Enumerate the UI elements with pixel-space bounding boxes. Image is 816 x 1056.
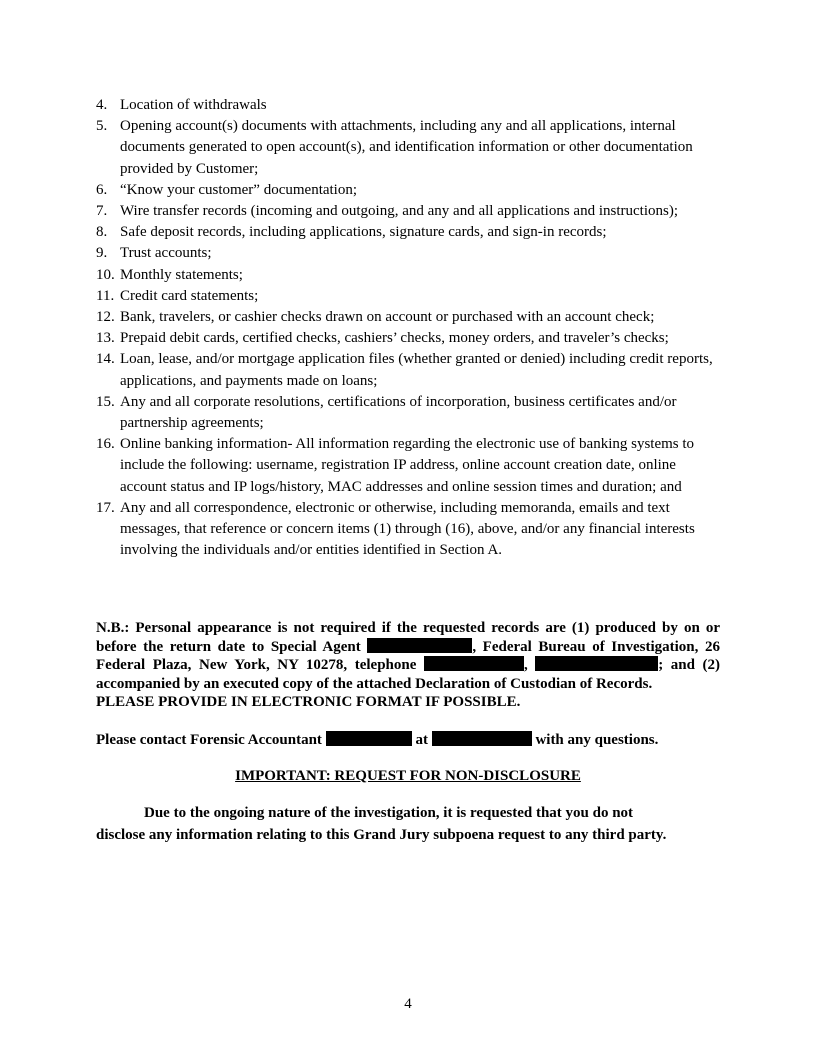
list-item-text: Safe deposit records, including applications, signature cards, and sign-in records; [120, 224, 607, 241]
list-item [96, 116, 726, 180]
redacted-telephone [424, 656, 524, 671]
redacted-agent-name [367, 638, 472, 653]
list-item-text: Credit card statements; [120, 287, 259, 304]
contact-text-1: Please contact Forensic Accountant [96, 732, 326, 748]
list-item-number: 8. [96, 224, 108, 241]
list-item-text: Any and all correspondence, electronic or otherwise, including memoranda, emails and text messages, that reference or concern items (1) through (16), above, and/or any financial interests involving the individuals and/or entities identified in Section A. [120, 499, 695, 559]
list-item-number: 13. [96, 330, 115, 347]
list-item-text: Any and all corporate resolutions, certifications of incorporation, business certificates and/or partnership agreements; [120, 393, 677, 432]
redacted-accountant-name [326, 731, 412, 746]
contact-line [96, 731, 720, 750]
list-item-text: Trust accounts; [120, 245, 212, 262]
list-item-number: 9. [96, 245, 108, 262]
redacted-accountant-contact [432, 731, 532, 746]
list-item-number: 12. [96, 309, 115, 326]
list-item [96, 243, 726, 264]
nb-text-4: ; and (2) accompanied by an executed copy of the attached Declaration of Custodian of Records. [96, 657, 721, 692]
nb-text-1: N.B.: Personal appearance is not required if the requested records are (1) produced by on or before the return date to Special Agent [96, 620, 720, 655]
list-item [96, 201, 726, 222]
list-item-number: 16. [96, 436, 115, 453]
non-disclosure-heading: IMPORTANT: REQUEST FOR NON-DISCLOSURE [235, 768, 581, 784]
nb-paragraph [96, 619, 720, 712]
list-item [96, 180, 726, 201]
list-item-number: 10. [96, 266, 115, 283]
non-disclosure-paragraph [96, 803, 720, 846]
nb-text-2: , Federal Bureau of Investigation, 26 Federal Plaza, New York, NY 10278, telephone [96, 638, 720, 673]
list-item [96, 307, 726, 328]
redacted-email [535, 656, 658, 671]
list-item-text: Location of withdrawals [120, 97, 267, 113]
list-item-number: 5. [96, 118, 108, 135]
list-item-text: Opening account(s) documents with attachments, including any and all applications, internal documents generated to open account(s), and identification information or other documentation provided by Customer; [120, 118, 693, 177]
list-item-number: 15. [96, 393, 115, 410]
list-item [96, 265, 726, 286]
list-item-text: “Know your customer” documentation; [120, 181, 358, 198]
list-item-text: Loan, lease, and/or mortgage application files (whether granted or denied) including credit reports, applications, and payments made on loans; [120, 351, 713, 389]
list-item [96, 222, 726, 243]
page-number: 4 [404, 996, 412, 1012]
list-item [96, 498, 726, 562]
records-list [96, 95, 726, 561]
contact-text-3: with any questions. [531, 732, 659, 748]
list-item-text: Monthly statements; [120, 266, 243, 283]
list-item-number: 14. [96, 351, 115, 368]
list-item-text: Wire transfer records (incoming and outgoing, and any and all applications and instructions); [120, 203, 678, 220]
list-item-number: 17. [96, 499, 115, 516]
list-item [96, 392, 726, 434]
list-item [96, 328, 726, 349]
list-item-number: 4. [96, 97, 108, 113]
nb-electronic-format: PLEASE PROVIDE IN ELECTRONIC FORMAT IF POSSIBLE. [96, 694, 521, 710]
non-disclosure-line-2: disclose any information relating to this Grand Jury subpoena request to any third party. [96, 826, 667, 843]
list-item-number: 11. [96, 287, 115, 304]
list-item [96, 349, 726, 391]
list-item [96, 95, 726, 116]
list-item-number: 6. [96, 181, 108, 198]
list-item-text: Online banking information- All information regarding the electronic use of banking systems to include the following: username, registration IP address, online account creation date, online account status and IP logs/history, MAC addresses and online session times and duration; and [120, 436, 695, 495]
list-item-number: 7. [96, 203, 108, 220]
list-item-text: Bank, travelers, or cashier checks drawn on account or purchased with an account check; [120, 309, 655, 326]
list-item [96, 286, 726, 307]
list-item-text: Prepaid debit cards, certified checks, cashiers’ checks, money orders, and traveler’s checks; [120, 330, 669, 347]
list-item [96, 434, 726, 498]
nb-text-3: , [523, 657, 536, 673]
non-disclosure-line-1: Due to the ongoing nature of the investigation, it is requested that you do not [144, 805, 634, 821]
contact-text-2: at [411, 732, 432, 748]
